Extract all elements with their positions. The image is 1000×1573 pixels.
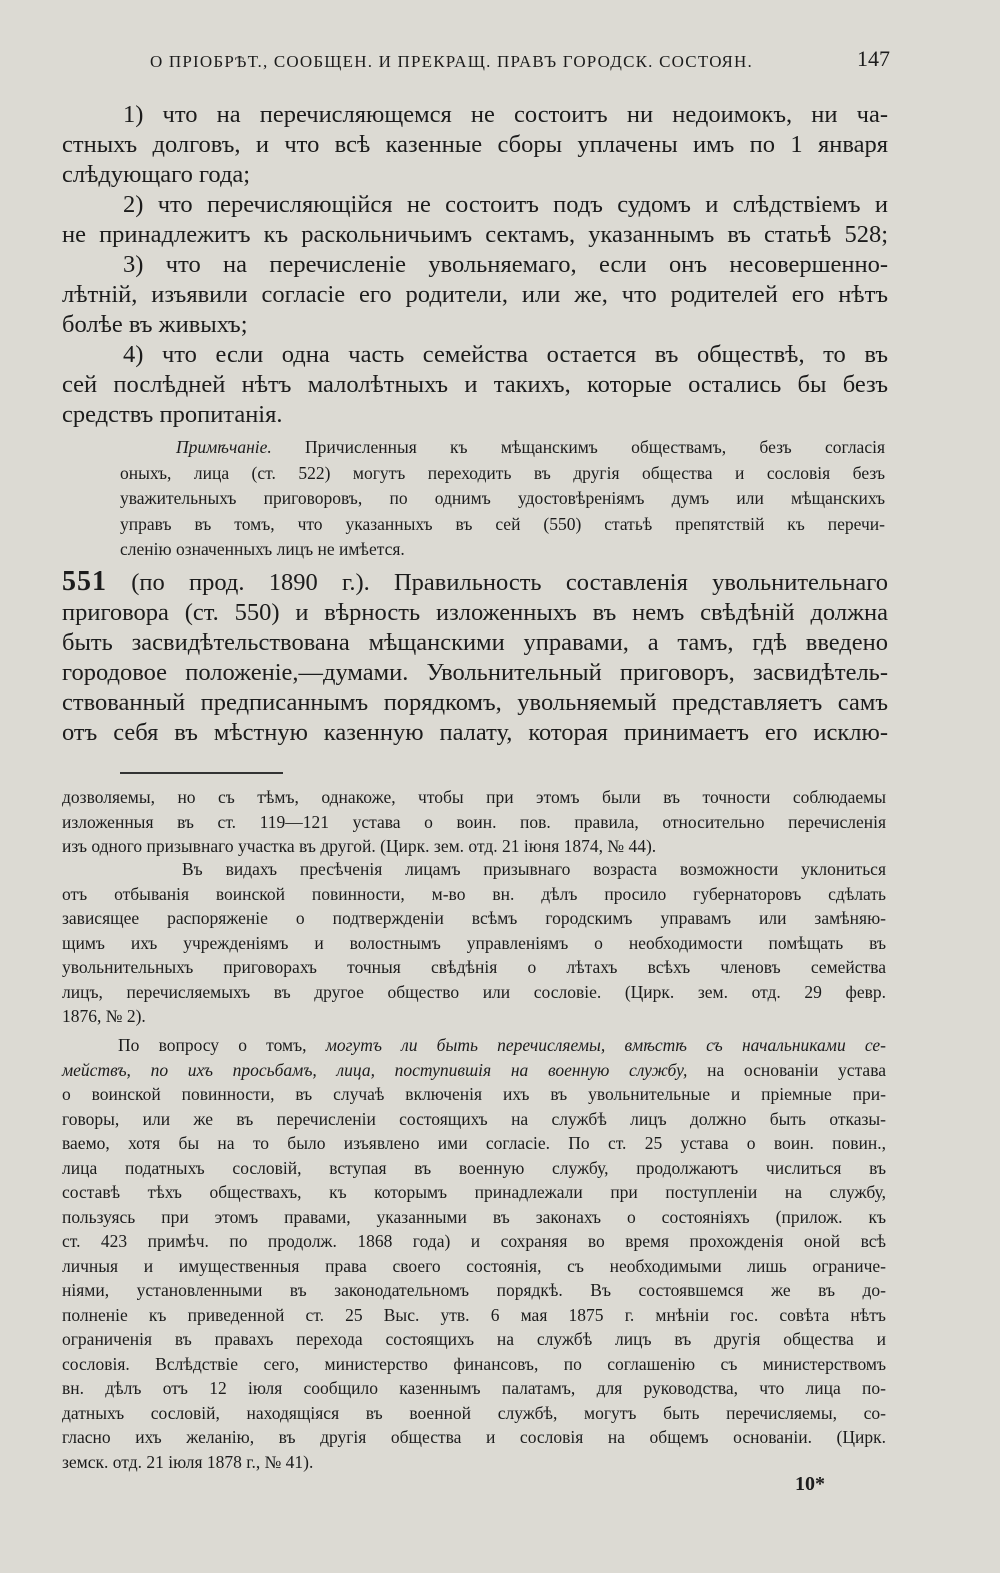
footnote-line	[62, 1033, 886, 1058]
footnote-line	[62, 1058, 886, 1083]
signature-mark: 10*	[795, 1473, 825, 1495]
article-number: 551	[62, 566, 107, 597]
footnote-line: гласно ихъ желанію, въ другія общества и сословія на общемъ основаніи. (Цирк.	[62, 1427, 886, 1447]
footnote-text: По вопросу о томъ,	[118, 1035, 326, 1055]
list-item-line: сей послѣдней нѣтъ малолѣтныхъ и такихъ, которые остались бы безъ	[62, 371, 888, 398]
list-item-line: лѣтній, изъявили согласіе его родители, или же, что родителей его нѣтъ	[62, 281, 888, 308]
note-line: уважительныхъ приговоровъ, по однимъ удостовѣреніямъ думъ или мѣщанскихъ	[120, 488, 885, 508]
footnote-line: изъ одного призывнаго участка въ другой. (Цирк. зем. отд. 21 іюня 1874, № 44).	[62, 836, 657, 856]
list-item-line: 2) что перечисляющійся не состоитъ подъ судомъ и слѣдствіемъ и	[123, 191, 888, 218]
note-line	[120, 435, 885, 461]
article-text: (по прод. 1890 г.). Правильность составленія увольнительнаго	[107, 569, 888, 596]
article-line: отъ себя въ мѣстную казенную палату, которая принимаетъ его исклю-	[62, 719, 888, 746]
footnote-line: ніями, установленными въ законодательномъ порядкѣ. Въ состоявшемся же въ до-	[62, 1280, 886, 1300]
footnote-line: датныхъ сословій, находящіяся въ военной службѣ, могутъ быть перечисляемы, со-	[62, 1402, 886, 1423]
list-item-line: не принадлежитъ къ раскольничьимъ сектамъ, указаннымъ въ статьѣ 528;	[62, 221, 888, 248]
article-line	[62, 567, 888, 598]
footnote-line: говоры, или же въ перечисленіи состоящихъ на службѣ лицъ должно быть отказы-	[62, 1108, 886, 1129]
footnote-paragraph-2	[62, 857, 886, 1029]
footnote-line: изложенныя въ ст. 119—121 устава о воин. пов. правила, относительно перечисленія	[62, 811, 886, 832]
note-line: оныхъ, лица (ст. 522) могутъ переходить въ другія общества и сословія безъ	[120, 462, 885, 483]
list-item-line: 1) что на перечисляющемся не состоитъ ни недоимокъ, ни ча-	[123, 101, 888, 128]
footnote-line: полненіе къ приведенной ст. 25 Выс. утв. 6 мая 1875 г. мнѣніи гос. совѣта нѣтъ	[62, 1304, 886, 1325]
page-number: 147	[857, 46, 890, 71]
list-item-line: стныхъ долговъ, и что всѣ казенные сборы уплачены имъ по 1 января	[62, 131, 888, 158]
footnote-line: лица податныхъ сословій, вступая въ военную службу, продолжаютъ числиться въ	[62, 1157, 886, 1178]
article-551	[62, 567, 888, 748]
footnote-line: о воинской повинности, въ случаѣ включенія ихъ въ увольнительные и пріемные при-	[62, 1084, 886, 1104]
article-line: ствованный предписаннымъ порядкомъ, увольняемый представляетъ самъ	[62, 689, 888, 716]
list-item-line: средствъ пропитанія.	[62, 401, 283, 428]
list-item-line: слѣдующаго года;	[62, 161, 251, 188]
footnote-line: зависящее распоряженіе о подтвержденіи всѣмъ городскимъ управамъ или замѣняю-	[62, 908, 886, 928]
list-item-line: 3) что на перечисленіе увольняемаго, если онъ несовершенно-	[123, 251, 888, 278]
footnote-paragraph-3	[62, 1033, 886, 1474]
page-header	[150, 46, 890, 76]
article-line: городовое положеніе,—думами. Увольнительный приговоръ, засвидѣтель-	[62, 659, 888, 686]
running-title: О ПРІОБРѢТ., СООБЩЕН. И ПРЕКРАЩ. ПРАВЪ ГОРОДСК. СОСТОЯН.	[150, 52, 753, 71]
note-text: Причисленныя къ мѣщанскимъ обществамъ, безъ согласія	[305, 437, 885, 457]
footnote-line: пользуясь при этомъ правами, указанными въ законахъ о состояніяхъ (прилож. къ	[62, 1206, 886, 1227]
footnote-line: увольнительныхъ приговорахъ точныя свѣдѣнія о лѣтахъ всѣхъ членовъ семейства	[62, 957, 886, 977]
footnote-line: земск. отд. 21 іюля 1878 г., № 41).	[62, 1451, 314, 1472]
footnote-line: 1876, № 2).	[62, 1006, 146, 1026]
footnote-italic: могутъ ли быть перечисляемы, вмѣстѣ съ начальниками се-	[325, 1035, 887, 1055]
footnote-line: личныя и имущественныя права своего состоянія, съ необходимыми лишь ограниче-	[62, 1255, 886, 1276]
footnote-line: лицъ, перечисляемыхъ въ другое общество или сословіе. (Цирк. зем. отд. 29 февр.	[62, 981, 886, 1002]
footnote-line: сословія. Вслѣдствіе сего, министерство финансовъ, по соглашенію съ министерствомъ	[62, 1353, 886, 1374]
list-item-line: 4) что если одна часть семейства остается въ обществѣ, то въ	[123, 341, 888, 368]
article-line: приговора (ст. 550) и вѣрность изложенныхъ въ немъ свѣдѣній должна	[62, 599, 888, 626]
note-line: управъ въ томъ, что указанныхъ въ сей (550) статьѣ препятствій къ перечи-	[120, 513, 885, 534]
footnote-line: Въ видахъ пресѣченія лицамъ призывнаго возраста возможности уклониться	[182, 859, 886, 879]
footnote-line: дозволяемы, но съ тѣмъ, однакоже, чтобы при этомъ были въ точности соблюдаемы	[62, 787, 886, 807]
list-item-line: болѣе въ живыхъ;	[62, 311, 248, 338]
footnote-text: на основаніи устава	[687, 1059, 886, 1080]
footnote-line: вн. дѣлъ отъ 12 іюля сообщило казеннымъ палатамъ, для руководства, что лица по-	[62, 1378, 886, 1398]
conditions-list	[62, 100, 888, 430]
footnote-paragraph-1	[62, 785, 886, 859]
footnote-line: щимъ ихъ учрежденіямъ и волостнымъ управленіямъ о необходимости помѣщать въ	[62, 932, 886, 953]
footnote-line: ст. 423 примѣч. по продолж. 1868 года) и сохраняя во время прохожденія оной всѣ	[62, 1231, 886, 1251]
note-line: сленію означенныхъ лицъ не имѣется.	[120, 539, 405, 559]
footnote-rule	[120, 772, 283, 774]
footnote-line: составѣ тѣхъ обществахъ, къ которымъ принадлежали при поступленіи на службу,	[62, 1182, 886, 1202]
article-line: быть засвидѣтельствована мѣщанскими управами, а тамъ, гдѣ введено	[62, 629, 888, 656]
footnote-italic: мействъ, по ихъ просьбамъ, лица, поступившія на военную службу,	[62, 1059, 688, 1080]
note-caption: Примѣчаніе.	[176, 437, 272, 457]
footnote-line: ваемо, хотя бы на то было изъявлено ими согласіе. По ст. 25 устава о воин. повин.,	[62, 1133, 886, 1153]
note-block	[120, 435, 885, 563]
footnote-line: отъ отбыванія воинской повинности, м-во вн. дѣлъ просило губернаторовъ сдѣлать	[62, 883, 886, 904]
footnote-line: ограниченія въ правахъ перехода состоящихъ на службѣ лицъ въ другія общества и	[62, 1329, 886, 1349]
